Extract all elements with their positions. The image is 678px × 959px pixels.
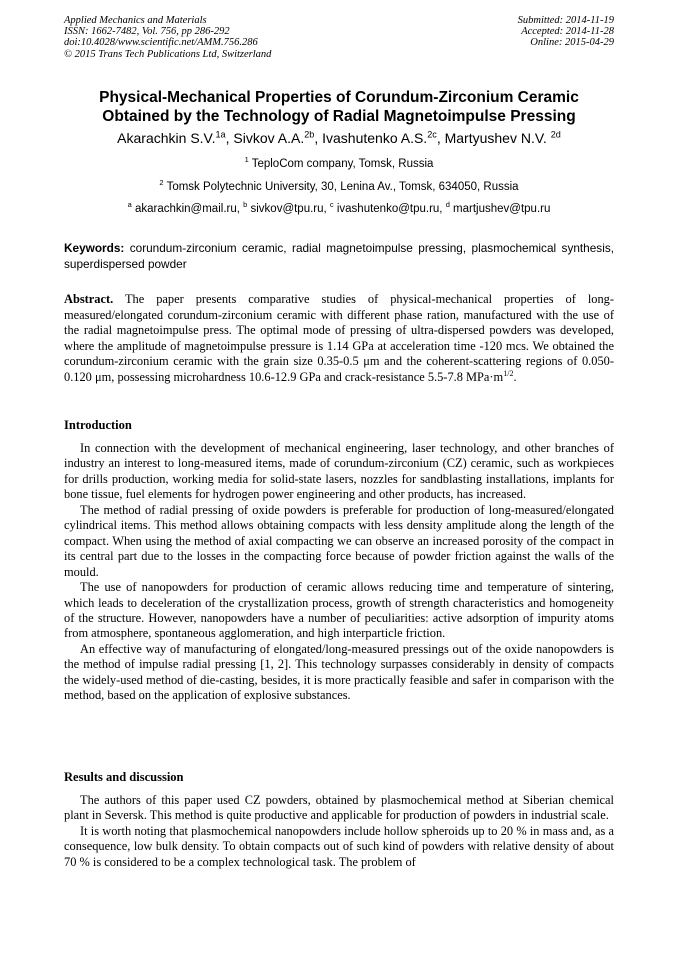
paragraph: In connection with the development of mechanical engineering, laser technology, and other branches of industry an interest to long-measured items, made of corundum-zirconium (CZ) ceramic, such as workpieces for drills production, working media for solid-state lasers, nozzles for sandblasting installations, implants for bone tissue, fuel elements for hydrogen power engineering and other products, has increased. [64,441,614,502]
affiliation-2: $^2$ Tomsk Polytechnic University, 30, Lenina Av., Tomsk, 634050, Russia [159,178,519,193]
abstract-label: Abstract. [64,292,114,306]
email[interactable]: $^b$ sivkov@tpu.ru, [243,200,330,215]
author: Ivashutenko A.S.$^{2c}$, [322,129,445,146]
abstract-exponent: 1/2 [503,368,514,378]
author: Akarachkin S.V.$^{1a}$, [117,129,234,146]
title-line-2: Obtained by the Technology of Radial Magnetoimpulse Pressing [102,108,576,125]
issn-line: ISSN: 1662-7482, Vol. 756, pp 286-292 [64,26,230,38]
paragraph: The authors of this paper used CZ powders, obtained by plasmochemical method at Siberian chemical plant in Seversk. This method is quite productive and applicable for production of powders in industrial scale. [64,793,614,823]
title-line-1: Physical-Mechanical Properties of Corundum-Zirconium Ceramic [99,89,579,106]
journal-name: Applied Mechanics and Materials [64,15,207,26]
keywords-text: corundum-zirconium ceramic, radial magnetoimpulse pressing, plasmochemical synthesis, superdispersed powder [64,241,614,271]
keywords [64,241,614,272]
abstract-text: The paper presents comparative studies of physical-mechanical properties of long-measured/elongated corundum-zirconium ceramic with different phase ration, manufactured with the use of the radial magnetoimpulse press. The optimal mode of pressing of ultra-dispersed powders was developed, where the amplitude of magnetoimpulse pressure is 1.14 GPa at acceleration time -120 mcs. We obtained the corundum-zirconium ceramic with the grain size 0.35-0.5 μm and the coherent-scattering regions of 0.050-0.120 μm, possessing microhardness 10.6-12.9 GPa and crack-resistance 5.5-7.8 MPa·m [64,292,614,384]
section-heading-introduction: Introduction [64,418,132,432]
email[interactable]: $^d$ martjushev@tpu.ru [445,200,551,215]
paragraph: An effective way of manufacturing of elongated/long-measured pressings out of the oxide nanopowders is the method of impulse radial pressing [1, 2]. This technology surpasses considerably in density of compacts the widely-used method of die-casting, besides, it is more practically feasible and safer in comparison with the method, based on the application of explosive substances. [64,641,614,703]
email[interactable]: $^a$ akarachkin@mail.ru, [127,200,244,215]
introduction-body [64,441,614,704]
affiliation-1: $^1$ TeploCom company, Tomsk, Russia [244,155,434,170]
online-date: Online: 2015-04-29 [530,37,614,49]
publication-info [64,15,271,60]
section-heading-results: Results and discussion [64,770,184,784]
paragraph: The use of nanopowders for production of ceramic allows reducing time and temperature of sintering, which leads to deceleration of the crystallization process, growth of strength characteristics and homogeneity of the structure. However, nanopowders have a number of peculiarities: active adsorption of impurity atoms from atmosphere, spontaneous agglomeration, and high interparticle friction. [64,580,614,641]
author: Martyushev N.V. $^{2d}$ [444,129,561,146]
author-list [40,129,638,147]
doi-line: doi:10.4028/www.scientific.net/AMM.756.286 [64,37,258,49]
abstract: Abstract. The paper presents comparative studies of physical-mechanical properties of long-measured/elongated corundum-zirconium ceramic with different phase ration, manufactured with the use of the radial magnetoimpulse press. The optimal mode of pressing of ultra-dispersed powders was developed, where the amplitude of magnetoimpulse pressure is 1.14 GPa at acceleration time -120 mcs. We obtained the corundum-zirconium ceramic with the grain size 0.35-0.5 μm and the coherent-scattering regions of 0.050-0.120 μm, possessing microhardness 10.6-12.9 GPa and crack-resistance 5.5-7.8 $MPa\cdot m^{1/2}$. [64,292,614,384]
keywords-label: Keywords: [64,241,125,255]
publication-dates [518,15,614,49]
paper-title [40,88,638,126]
paragraph: The method of radial pressing of oxide powders is preferable for production of long-measured/elongated cylindrical items. This method allows obtaining compacts with less density amplitude along the length of the compact. When using the method of axial compacting we can observe an increased porosity of the compact in its central part due to the losses in the compacting force because of powder friction against the walls of the mould. [64,502,614,579]
paragraph: It is worth noting that plasmochemical nanopowders include hollow spheroids up to 20 % in mass and, as a consequence, low bulk density. To obtain compacts out of such kind of powders with relative density of about 70 % is considered to be a complex technological task. The problem of [64,823,614,869]
author: Sivkov A.A.$^{2b}$, [233,129,323,146]
accepted-date: Accepted: 2014-11-28 [521,26,614,38]
results-body [64,793,614,870]
author-emails [40,202,638,216]
copyright-line: © 2015 Trans Tech Publications Ltd, Switzerland [64,48,272,60]
submitted-date: Submitted: 2014-11-19 [517,15,614,26]
email[interactable]: $^c$ ivashutenko@tpu.ru, [329,200,446,215]
